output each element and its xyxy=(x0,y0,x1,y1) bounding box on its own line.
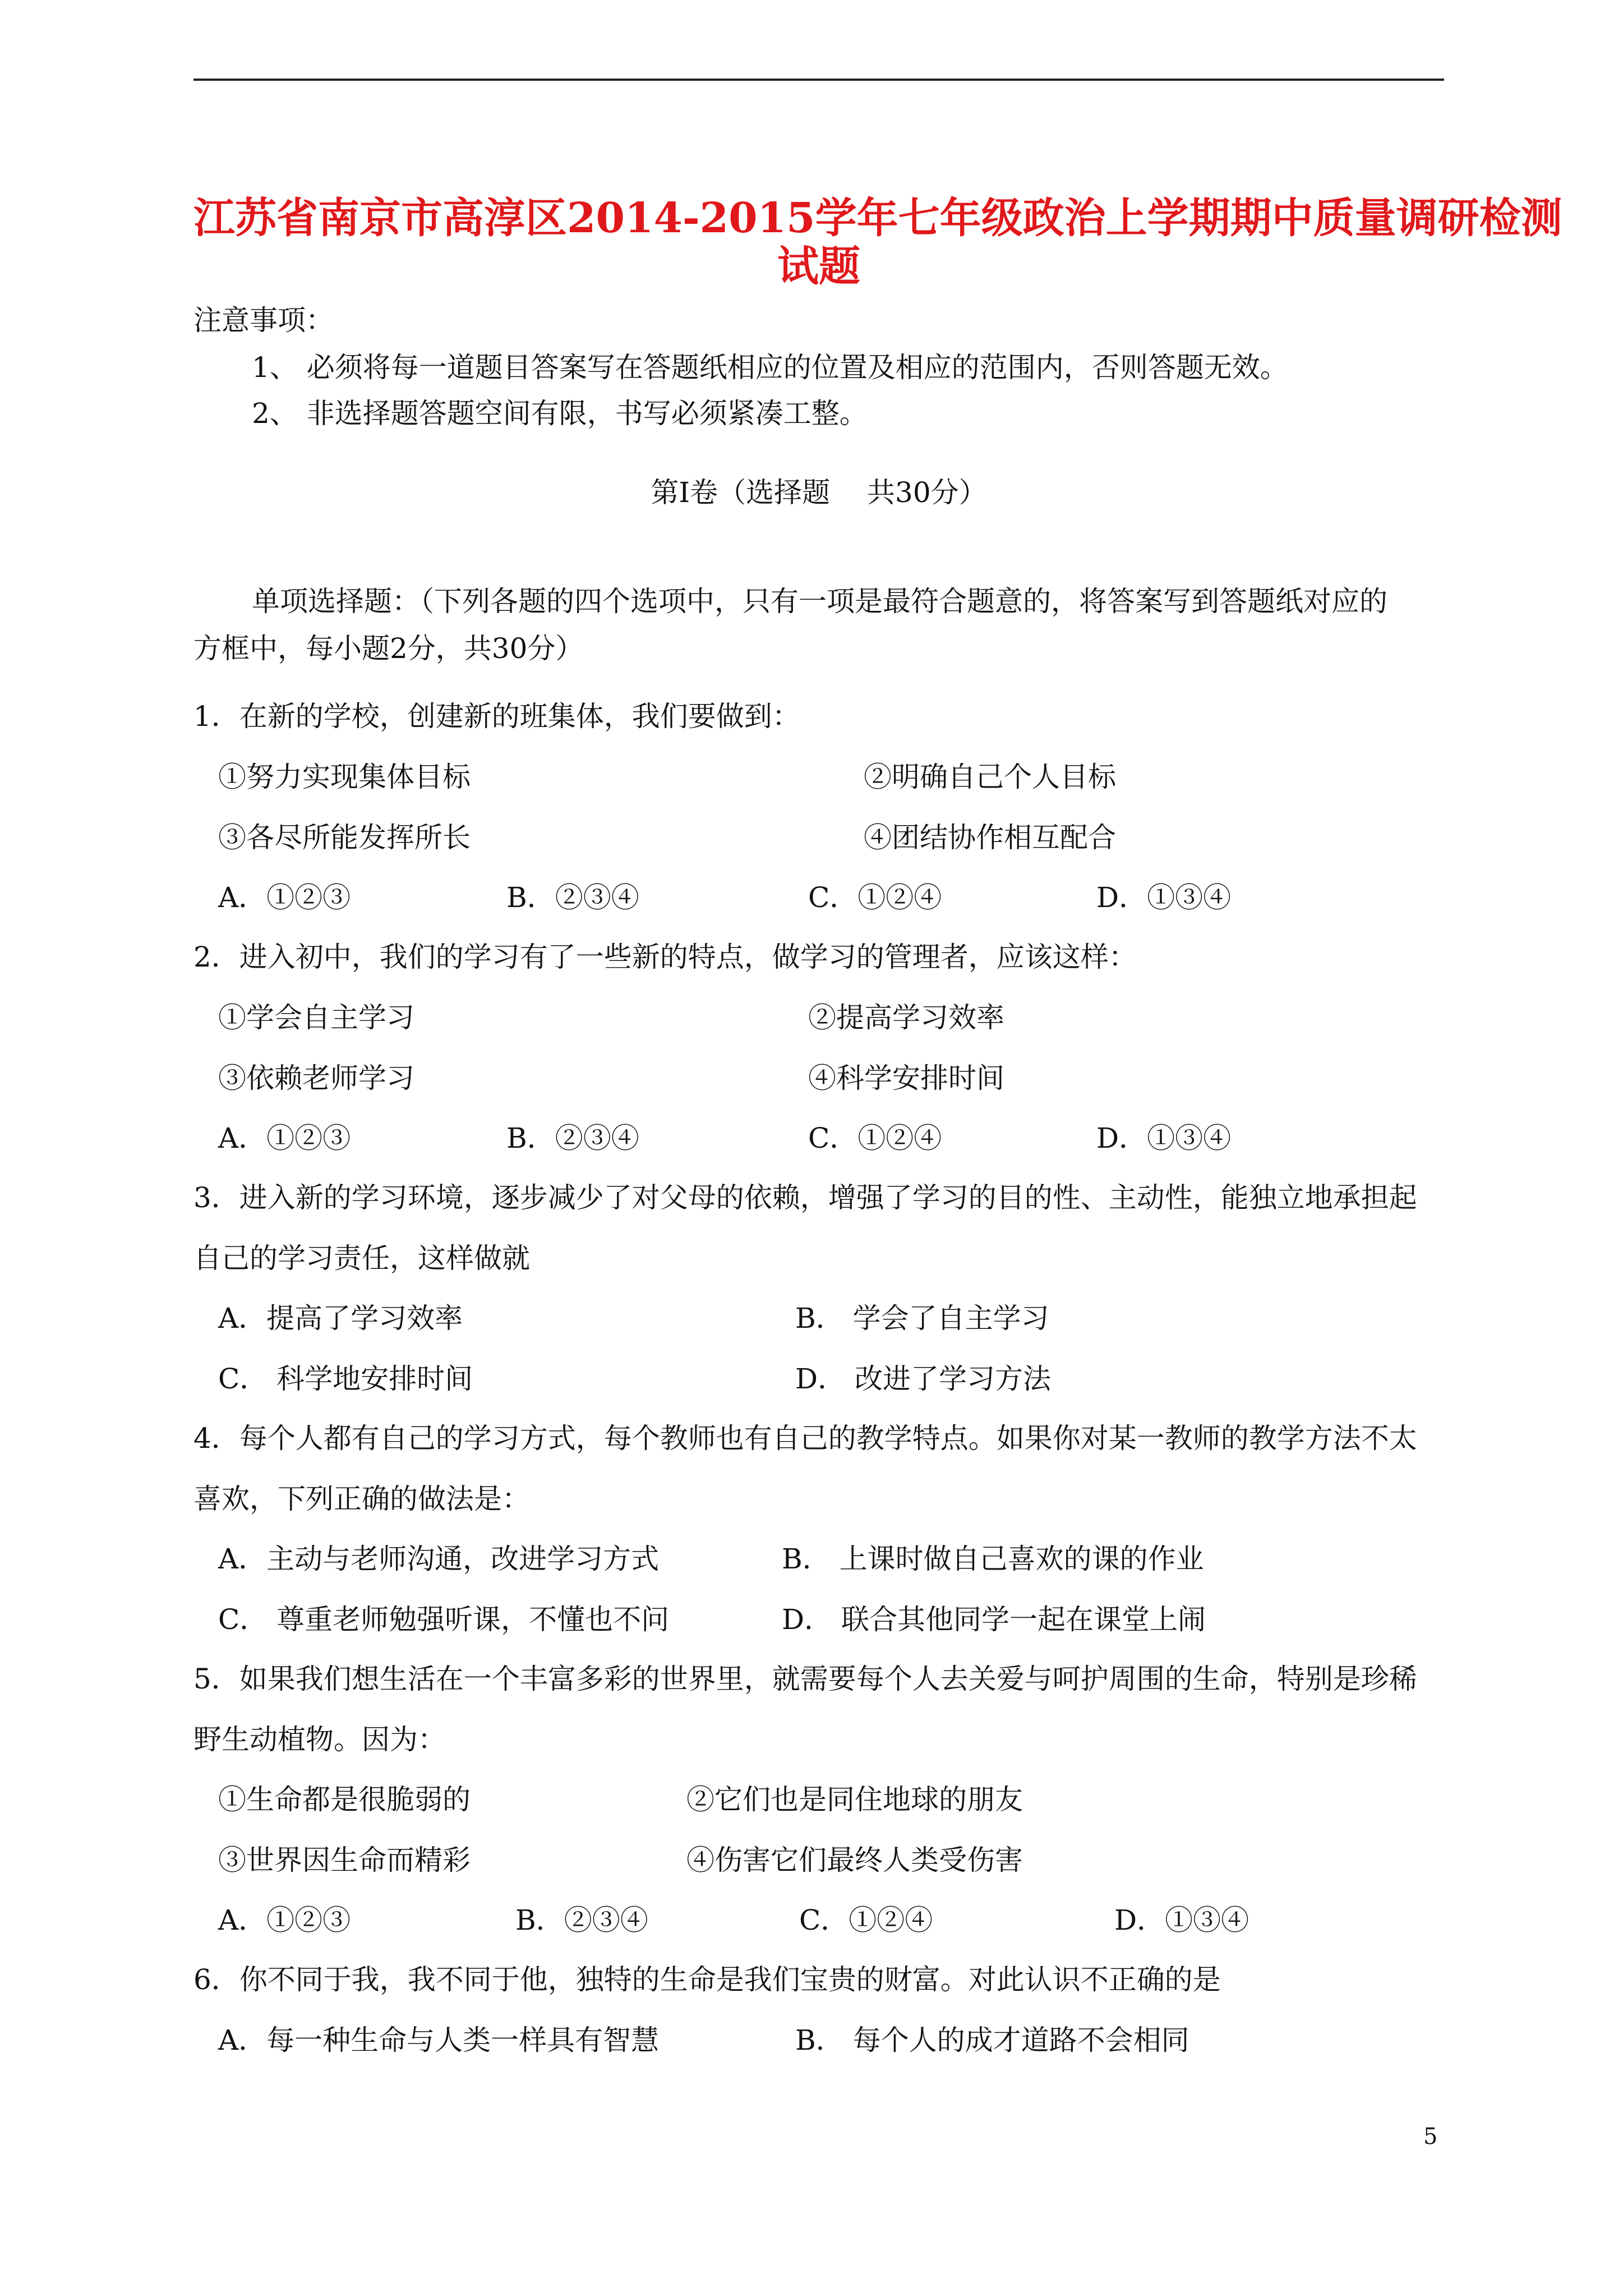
question-5-statement-3: ③世界因生命而精彩 xyxy=(218,1844,471,1876)
question-4-option-a: A．主动与老师沟通，改进学习方式 xyxy=(218,1543,660,1575)
question-1-stem: 1．在新的学校，创建新的班集体，我们要做到： xyxy=(193,700,800,733)
section-instruction-line-1: 单项选择题：（下列各题的四个选项中，只有一项是最符合题意的，将答案写到答题纸对应的 xyxy=(252,585,1387,618)
question-2-statement-4: ④科学安排时间 xyxy=(808,1062,1004,1094)
page-number: 5 xyxy=(1423,2124,1438,2150)
question-1-statement-1: ①努力实现集体目标 xyxy=(218,761,471,793)
notice-item-2: 2、 非选择题答题空间有限，书写必须紧凑工整。 xyxy=(252,397,868,430)
question-4-stem-line-2: 喜欢，下列正确的做法是： xyxy=(193,1483,530,1515)
question-6-stem: 6．你不同于我，我不同于他，独特的生命是我们宝贵的财富。对此认识不正确的是 xyxy=(193,1963,1221,1996)
question-2-statement-3: ③依赖老师学习 xyxy=(218,1062,414,1094)
question-4-option-c: C． 尊重老师勉强听课，不懂也不问 xyxy=(218,1603,670,1636)
question-2-option-b: B．②③④ xyxy=(506,1122,639,1154)
question-2-stem: 2．进入初中，我们的学习有了一些新的特点，做学习的管理者，应该这样： xyxy=(193,941,1137,973)
question-6-option-a: A．每一种生命与人类一样具有智慧 xyxy=(218,2024,660,2056)
section-heading: 第Ⅰ卷（选择题 共30分） xyxy=(651,476,987,509)
question-5-option-c: C．①②④ xyxy=(799,1904,933,1936)
question-5-stem-line-1: 5．如果我们想生活在一个丰富多彩的世界里，就需要每个人去关爱与呵护周围的生命，特别是珍稀 xyxy=(193,1663,1417,1695)
question-2-option-a: A．①②③ xyxy=(218,1122,351,1154)
question-4-option-d: D． 联合其他同学一起在课堂上闹 xyxy=(782,1603,1206,1636)
question-5-option-d: D．①③④ xyxy=(1114,1904,1249,1936)
question-2-option-c: C．①②④ xyxy=(808,1122,942,1154)
question-1-statement-4: ④团结协作相互配合 xyxy=(864,821,1116,854)
question-5-option-b: B．②③④ xyxy=(515,1904,648,1936)
question-3-stem-line-2: 自己的学习责任，这样做就 xyxy=(193,1242,530,1274)
question-4-option-b: B． 上课时做自己喜欢的课的作业 xyxy=(782,1543,1204,1575)
question-5-statement-4: ④伤害它们最终人类受伤害 xyxy=(686,1844,1023,1876)
question-1-option-c: C．①②④ xyxy=(808,881,942,914)
section-instruction-line-2: 方框中，每小题2分，共30分） xyxy=(193,632,584,665)
question-3-option-c: C． 科学地安排时间 xyxy=(218,1363,473,1395)
question-3-option-d: D． 改进了学习方法 xyxy=(795,1363,1051,1395)
question-4-stem-line-1: 4．每个人都有自己的学习方式，每个教师也有自己的教学特点。如果你对某一教师的教学方法不太 xyxy=(193,1422,1417,1455)
question-1-statement-3: ③各尽所能发挥所长 xyxy=(218,821,471,854)
question-5-option-a: A．①②③ xyxy=(218,1904,351,1936)
question-1-option-a: A．①②③ xyxy=(218,881,351,914)
question-5-statement-2: ②它们也是同住地球的朋友 xyxy=(686,1783,1023,1816)
question-2-statement-1: ①学会自主学习 xyxy=(218,1001,414,1034)
header-rule xyxy=(193,79,1444,81)
question-5-statement-1: ①生命都是很脆弱的 xyxy=(218,1783,471,1816)
exam-title-line-1: 江苏省南京市高淳区2014-2015学年七年级政治上学期期中质量调研检测 xyxy=(193,194,1562,242)
question-3-option-a: A．提高了学习效率 xyxy=(218,1302,463,1335)
question-2-option-d: D．①③④ xyxy=(1096,1122,1232,1154)
question-1-statement-2: ②明确自己个人目标 xyxy=(864,761,1116,793)
question-2-statement-2: ②提高学习效率 xyxy=(808,1001,1004,1034)
notice-item-1: 1、 必须将每一道题目答案写在答题纸相应的位置及相应的范围内，否则答题无效。 xyxy=(252,351,1288,384)
question-1-option-d: D．①③④ xyxy=(1096,881,1232,914)
question-6-option-b: B． 每个人的成才道路不会相同 xyxy=(795,2024,1189,2056)
question-3-option-b: B． 学会了自主学习 xyxy=(795,1302,1049,1335)
notice-heading: 注意事项： xyxy=(193,304,334,337)
question-3-stem-line-1: 3．进入新的学习环境，逐步减少了对父母的依赖，增强了学习的目的性、主动性，能独立地承担起 xyxy=(193,1181,1417,1214)
exam-title-line-2: 试题 xyxy=(777,242,860,291)
question-1-option-b: B．②③④ xyxy=(506,881,639,914)
question-5-stem-line-2: 野生动植物。因为： xyxy=(193,1723,446,1756)
